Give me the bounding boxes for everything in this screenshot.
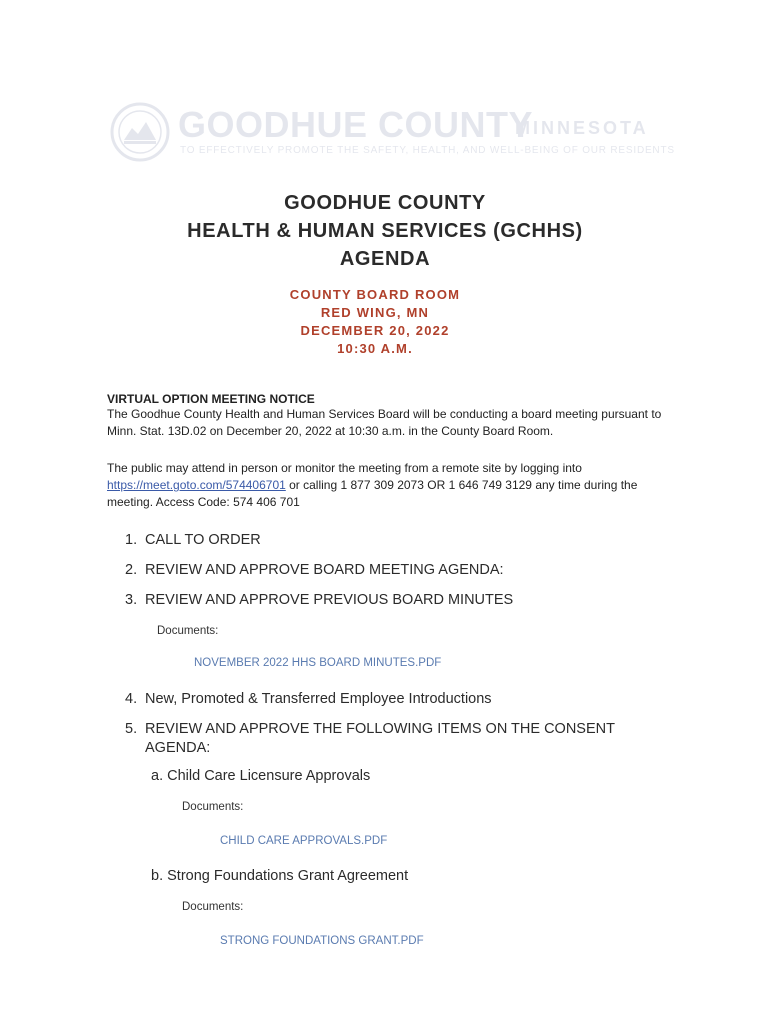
agenda-item-number: 4. bbox=[125, 691, 138, 707]
virtual-notice-heading: VIRTUAL OPTION MEETING NOTICE bbox=[107, 392, 315, 406]
meeting-city: RED WING, MN bbox=[320, 305, 430, 320]
documents-label: Documents: bbox=[182, 901, 244, 913]
county-logo-watermark bbox=[110, 100, 675, 170]
county-seal-icon bbox=[110, 102, 170, 162]
logo-state-name: MINNESOTA bbox=[515, 118, 649, 138]
title-agenda: AGENDA bbox=[339, 248, 431, 270]
meeting-time: 10:30 A.M. bbox=[337, 341, 413, 356]
consent-item-b: b. Strong Foundations Grant Agreement bbox=[151, 868, 409, 884]
title-county: GOODHUE COUNTY bbox=[284, 192, 486, 214]
agenda-item-text: REVIEW AND APPROVE PREVIOUS BOARD MINUTES bbox=[145, 592, 514, 608]
agenda-item-text: REVIEW AND APPROVE THE FOLLOWING ITEMS ON THE CONSENT bbox=[145, 721, 615, 737]
child-care-pdf-link[interactable]: CHILD CARE APPROVALS.PDF bbox=[220, 835, 388, 847]
virtual-notice-paragraph: The Goodhue County Health and Human Services Board will be conducting a board meeting pursuant to Minn. Stat. 13D.02 on December 20, 2022 at 10:30 a.m. in the County Board Room. bbox=[107, 407, 662, 438]
agenda-item-text: REVIEW AND APPROVE BOARD MEETING AGENDA: bbox=[145, 562, 504, 578]
agenda-item-number: 5. bbox=[125, 721, 138, 737]
agenda-item-number: 3. bbox=[125, 592, 138, 608]
title-department: HEALTH & HUMAN SERVICES (GCHHS) bbox=[187, 220, 583, 242]
agenda-item-number: 2. bbox=[125, 562, 138, 578]
agenda-item-number: 1. bbox=[125, 532, 138, 548]
strong-foundations-pdf-link[interactable]: STRONG FOUNDATIONS GRANT.PDF bbox=[220, 935, 424, 947]
minutes-pdf-link[interactable]: NOVEMBER 2022 HHS BOARD MINUTES.PDF bbox=[194, 657, 442, 669]
remote-access-paragraph bbox=[107, 460, 667, 511]
logo-county-name: GOODHUE COUNTY bbox=[178, 104, 534, 145]
meeting-date: DECEMBER 20, 2022 bbox=[300, 323, 450, 338]
logo-tagline: TO EFFECTIVELY PROMOTE THE SAFETY, HEALTH, AND WELL-BEING OF OUR RESIDENTS bbox=[180, 145, 675, 156]
agenda-item-text: New, Promoted & Transferred Employee Introductions bbox=[145, 691, 492, 707]
agenda-item-text: CALL TO ORDER bbox=[145, 532, 261, 548]
meeting-room: COUNTY BOARD ROOM bbox=[289, 287, 461, 302]
remote-access-text: The public may attend in person or monitor the meeting from a remote site by logging into bbox=[107, 461, 582, 475]
consent-item-a: a. Child Care Licensure Approvals bbox=[151, 768, 371, 784]
documents-label: Documents: bbox=[182, 801, 244, 813]
agenda-item-text-continued: AGENDA: bbox=[145, 740, 211, 756]
documents-label: Documents: bbox=[157, 625, 219, 637]
meeting-link[interactable]: https://meet.goto.com/574406701 bbox=[107, 478, 286, 492]
remote-access-phone-text: or calling 1 877 309 2073 OR 1 646 749 3129 any time during the meeting. Access Code: 574 406 701 bbox=[107, 478, 638, 509]
